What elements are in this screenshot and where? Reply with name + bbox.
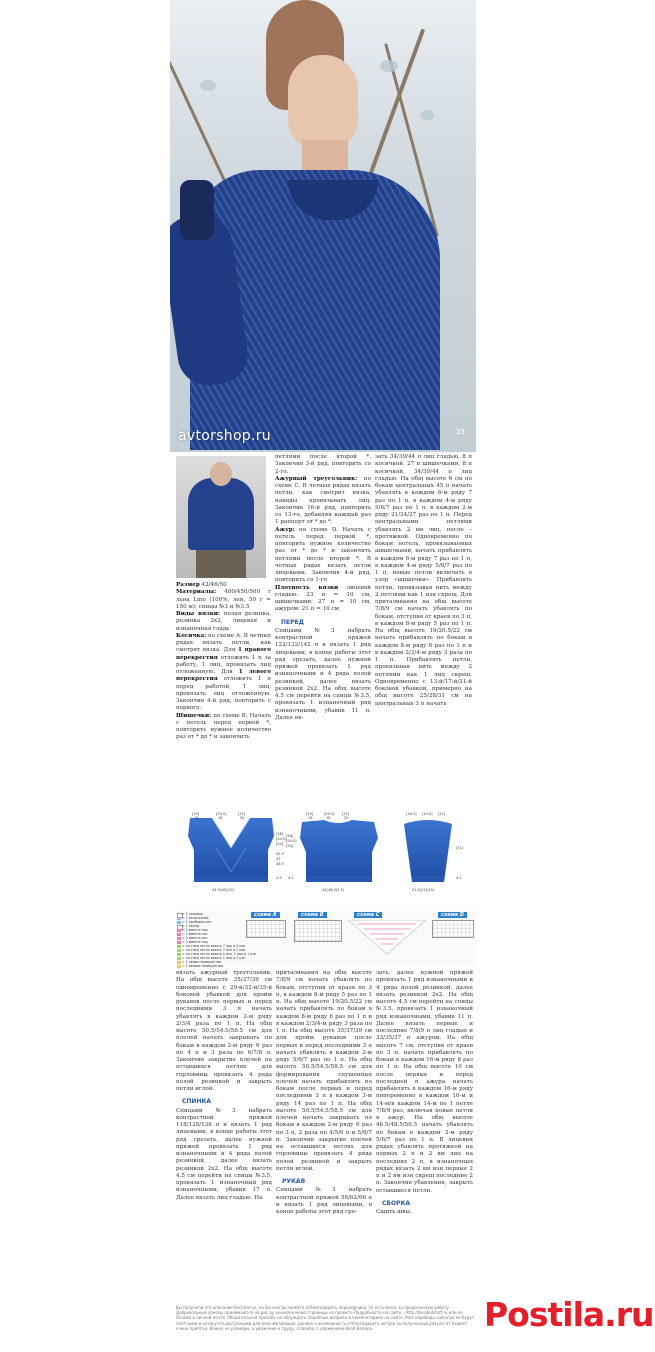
front-heading: ПЕРЕД: [281, 618, 304, 626]
assembly-heading: СБОРКА: [382, 1199, 411, 1207]
schema-a-title: схема А: [251, 912, 280, 918]
text-column-4: [176, 970, 272, 1202]
back-dim-10: 44(48)(52.5): [322, 888, 345, 892]
sleeve-schema: [398, 812, 458, 892]
watermark-text: avtorshop.ru: [178, 428, 271, 444]
back-text: Спицами №3 набрать контрастной пряжей 118/128/138 п и вязать 1 ряд лицевыми, в конце работы этот ряд срезать, далее нужной пряжей провязать 1 ряд изнаночными и 4 ряда полой резинкой, далее вязать резинкой 2х2. На общ высоте 4.5 см перейти на спицы №3.5, провязать 1 изнаночный ряд изнаночными, убавив 17 п. Далее вязать лиц гладью. На: [176, 1107, 272, 1201]
front-dim-5: 20: [240, 816, 245, 820]
schema-b-grid: [294, 920, 342, 942]
sleeve-dim-2: [21]: [438, 812, 446, 816]
left-cross-value: отложить 1 п перед работой, 1 лиц, провязать лиц отложенную. Закончив 4-й ряд, повторить с первого.: [176, 676, 271, 712]
col5-text: приталивания на общ высоте 7/8/9 см начать убавлять по бокам, отступив от краев по 3 п, в каждом 8-м ряду 5 раз по 1 п. На общ высоте 19/20.5/22 см начать прибавлять по бокам в каждом 8-м ряду 6 раз по 1 п и в каждом 2/3/4-м ряду 3 раза по 1 п. На общ высоте 35/37/39 см для пройм рукавов после первых и перед последними 3 п начать убавлять в каждом 2-м ряду 5/6/7 раз по 1 п. На общ высоте 50.5/54.5/58.5 см для формирования спущенных плечей начать прибавлять по бокам после первых и перед последними 3 п в каждом 3-м ряду 14 раз по 1 п. На общ высоте 50.5/54.5/58.5 см для плечей начать закрывать по бокам в каждом 2-м ряду 6 раз по 3 п, 2 раза по 4/5/6 п и 5/6/7 п. Закончив закрытие плечей на оставшихся петлях для горловины провязать 4 ряда полой резинкой и закрыть петли иглой.: [276, 970, 372, 1172]
legend-and-charts: [176, 911, 476, 967]
materials-label: Материалы:: [176, 589, 217, 596]
logo-text: Postila: [484, 1295, 605, 1334]
sleeve-dim-3: [51]: [456, 846, 464, 850]
back-dim-5: 20: [344, 816, 349, 820]
materials-value: 400/450/500 г льна Lino (100%, лен, 50 г = 150 м); спицы №3 и №3.5: [176, 589, 272, 610]
types-label: Виды вязки:: [176, 611, 220, 617]
braid-value: по схеме А. В четных рядах вязать петли, как смотрят вязка. Для: [176, 632, 272, 654]
legend-item-1: = 1 изнаночная: [182, 916, 209, 920]
legend-item-2: = 1 прибавка изн: [182, 920, 212, 924]
openwork-label: Ажур:: [275, 526, 295, 533]
schema-c-title: схема С: [354, 912, 382, 918]
text-column-2: [275, 454, 371, 722]
legend-item-0: = 1 лицевая: [182, 912, 203, 916]
back-schema: [294, 812, 384, 892]
front-text: Спицами №3 набрать контрастной пряжей 122/132/142 п и вязать 1 ряд лицевыми, в конце работы этот ряд срезать, далее нужной пряжей провязать 1 ряд изнаночными и 4 ряда полой резинкой, далее вязать резинкой 2х2. На общ высоте 4.5 см перейти на спицы №3.5, провязать 1 изнаночный ряд изнаночными, убавив 11 п. Далее вя-: [275, 627, 371, 721]
right-cross-label: 1 правого перекрестия: [176, 647, 272, 661]
back-dim-6: [58]: [286, 834, 294, 838]
legend-item-4: = 2 вместе лиц: [182, 928, 208, 932]
front-schema: [176, 812, 286, 892]
legend-item-12: = 1 левое перекрестие: [182, 960, 222, 964]
left-cross-label: 1 левого перекрестия: [176, 669, 271, 683]
schema-d-grid: [432, 920, 474, 938]
text-column-3: [375, 454, 472, 708]
back-dim-3: 16: [308, 816, 313, 820]
back-dim-8: [54]: [286, 844, 294, 848]
footer-disclaimer: Вы получили это описание бесплатно, но Вы всегда можете отблагодарить переводчика, то есть меня, за проделанную работу. Добровольные взносы принимаются на рис.ру кошелек моей страницы на проекте Подробности на сайте – http://beadedstuff.ru или на Основе в личной почте. Убедительная просьба не обсуждать подобные вопросы в комментариях на сайте. Моя переводы никогда не будут платными и останутся доступными для всех желающих, однако и возможность отблагодарить автора за полученный результат бывает очень приятна. Важно не размеры, а уважение к труду. Спасибо, с уважением Валя Валера: [176, 1305, 475, 1331]
schema-c-grid: [348, 920, 426, 954]
schema-d-title: схема D: [438, 912, 467, 918]
front-dim-7: [54.5]: [276, 837, 287, 841]
sleeve-dim-4: 4.5: [456, 876, 462, 880]
legend-item-11: = на след петли вязать 1 лиц и 1 изн: [182, 956, 246, 960]
size-label: Размер: [176, 582, 200, 588]
density-label: Плотность вязки: [275, 584, 339, 591]
sleeve-heading: РУКАВ: [282, 1178, 306, 1185]
bumps-continued: петлями после второй *. Закончив 3-й ряд, повторить со 2-го.: [275, 454, 371, 475]
back-dim-7: [54.5]: [286, 839, 297, 843]
sleeve-text: Спицами №3 набрать контрастной пряжей 58/62/66 п и вязать 1 ряд лицевыми, в конце работы этот ряд сре-: [276, 1187, 372, 1215]
text-column-5: [276, 970, 372, 1216]
thumbnail-photo: [176, 456, 266, 578]
front-dim-10: 47: [276, 857, 281, 861]
sleeve-dim-1: [19.5]: [422, 812, 433, 816]
col6-text: зать, далее нужной пряжей провязать 1 ряд изнаночными и 4 ряда полой резинкой, далее вязать резинкой 2х2. На общ высоте 4.5 см перейти на спицы №3.5, провязать 1 изнаночный ряд изнаночными, убавив 11 п. Далее вязать первые и последние 7/8/9 п лиц гладью и 33/35/37 п ажуром. На общ высоте 7 см, отступив от краев по 3 п, начать прибавлять по бокам в каждом 16-м ряду 8 раз по 1 п. На общ высоте 10 см после первых и перед последней п ажура начать прибавлять в каждом 16-м ряду попеременно в каждом 16-м и 14-м/в каждом 14-м по 1 петле 7/8/9 раз, включая новые петли в ажур. На общ высоте 46.5/48.5/50.5 начать убавлять по бокам в каждом 2-м ряду 5/6/7 раз по 1 п. В лицевых рядах убавлять протяжкой на первых 2 п и 2 вм лиц на последних 2 п, в изнаночных рядах вязать 2 вм изн первые 2 п и 2 вм изн скрещ последние 2 п. Закончив убавления, закрыть оставшиеся петли.: [376, 970, 473, 1194]
front-dim-9: 45.5: [276, 852, 284, 856]
garment-schemas: [176, 812, 476, 898]
front-dim-13: 44.5(48)(52): [212, 888, 235, 892]
back-dim-4: 18: [326, 816, 331, 820]
front-dim-2: [22]: [238, 812, 246, 816]
triangle-label: Ажурный треугольник:: [275, 475, 358, 482]
front-dim-12: 4.5: [276, 876, 282, 880]
size-value: 42/46/50: [201, 582, 227, 588]
text-column-6: [376, 970, 473, 1216]
front-dim-11: 48.5: [276, 862, 284, 866]
front-dim-6: [58]: [276, 832, 284, 836]
legend-item-7: = 3 вместе лиц: [182, 940, 208, 944]
legend-item-6: = 3 вместе изн: [182, 936, 208, 940]
page-number: 23: [456, 428, 465, 436]
back-heading: СПИНКА: [182, 1098, 212, 1106]
logo-suffix: .ru: [604, 1295, 654, 1334]
legend-item-8: = на след петли вязать 7 лиц и 1 изн: [182, 944, 246, 948]
bumps-label: Шишечки:: [176, 712, 212, 719]
braid-label: Косичка:: [176, 632, 207, 639]
bumps-value: по схеме В. Начать с петель перед первой *, повторить нужное количество раз от * до * и закончить: [176, 712, 272, 741]
back-dim-2: [22]: [342, 812, 350, 816]
text-column-1: [176, 582, 271, 742]
legend-item-5: = 2 вместе изн: [182, 932, 208, 936]
col4-text: вязать ажурный треугольник. На общ высоте 35/37/39 см одновременно с 29-й/32-й/35-й боковой убавкой для пройм рукавов после первых и перед последними 3 п начать убавлять в каждом 2-м ряду 2/3/4 раза по 1 п. На общ высоте 50.5/54.5/58.5 см для плечей начать закрывать по бокам в каждом 2-м ряду 6 раз по 4 п и 3 раза по 6/7/8 п. Закончив закрытие плечей на оставшихся петлях для горловины провязать 4 ряда полой резинкой и закрыть петли иглой.: [176, 970, 272, 1092]
legend-item-13: = 1 правое перекрестие: [182, 964, 224, 968]
density-value: лицевой гладью: 23 п = 10 см, шишечками: 27 п = 10 см, ажуром: 21 п = 10 см: [275, 584, 371, 613]
front-dim-3: 16: [194, 816, 199, 820]
hero-photo: [170, 0, 476, 452]
front-dim-4: 18: [218, 816, 223, 820]
col3-text: зать 34/39/44 п лиц гладью, 8 п косичкой, 27 п шишечками, 8 п косичкой, 34/39/44 п лиц гладью. На общ высоте 6 см по бокам центральных 45 п начать убавлять в каждом 6-м ряду 7 раз по 1 п, в каждом 4-м ряду 5/6/7 раз по 1 п, в каждом 2-м ряду 21/24/27 раз по 1 п. Перед центральными петлями убавлять 2 вм лиц, после – протяжкой. Одновременно по бокам петель, провязываемых шишечками, начать прибавлять в каждом 6-м ряду 7 раз по 1 п, в каждом 4-м ряду 5/6/7 раз по 1 п, новые петли включать в узор «шишечки». Прибавлять петли, провязывая нить между 2 петлями как 1 изн скрещ. Для приталивания на общ высоте 7/8/9 см начать убавлять по бокам, отступив от краев по 3 п, в каждом 8-м ряду 5 раз по 1 п. На общ высоте 19/20.5/22 см начать прибавлять по бокам в каждом 8-м ряду 6 раз по 1 п и в каждом 2/3/4-м ряду 3 раза по 1 п. Прибавлять петли, провязывая нить между 2 петлями как 1 лиц скрещ. Одновременно с 13-й/17-й/21-й боковой убавкой, примерно на общ высоте 25/28/31 см на центральных 3 п начать: [375, 454, 472, 707]
front-dim-0: [19]: [192, 812, 200, 816]
sleeve-dim-5: 21.5(23)(25): [412, 888, 435, 892]
openwork-value: по схеме D. Начать с петель перед первой *, повторить нужное количество раз от * до * и закончить петлями после второй *. В четных рядах вязать петли лицевыми. Закончив 4-й ряд, повторить со 1-го: [275, 526, 371, 584]
triangle-value: по схеме С. В четных рядах вязать петли, как смотрит вязка, накиды провязывать лиц. Закончив 16-й ряд, повторить со 13-го, добавляя каждый раз 1 раппорт от * до *.: [275, 475, 371, 526]
back-dim-9: 4.5: [288, 876, 294, 880]
postila-logo[interactable]: [484, 1295, 653, 1334]
legend-item-3: = 1 накид: [182, 924, 199, 928]
sleeve-dim-0: [18.5]: [406, 812, 417, 816]
types-value: полая резинка, резинка 2х2, лицевая и изнаночная гладь: [176, 611, 271, 632]
back-dim-1: [20.5]: [324, 812, 335, 816]
right-cross-value: отложить 1 п за работу, 1 лиц, провязать лиц отложенную. Для: [176, 654, 272, 675]
back-dim-0: [19]: [306, 812, 314, 816]
front-dim-8: [54]: [276, 842, 284, 846]
schema-b-title: схема В: [298, 912, 327, 918]
legend-item-10: = на след петли вязать 1 изн, 1 лиц и 1 изн: [182, 952, 257, 956]
legend-item-9: = на след петли вязать 7 изн и 1 лиц: [182, 948, 246, 952]
assembly-text: Сшить швы.: [376, 1209, 412, 1215]
schema-a-grid: [246, 920, 286, 938]
front-dim-1: [20.5]: [216, 812, 227, 816]
